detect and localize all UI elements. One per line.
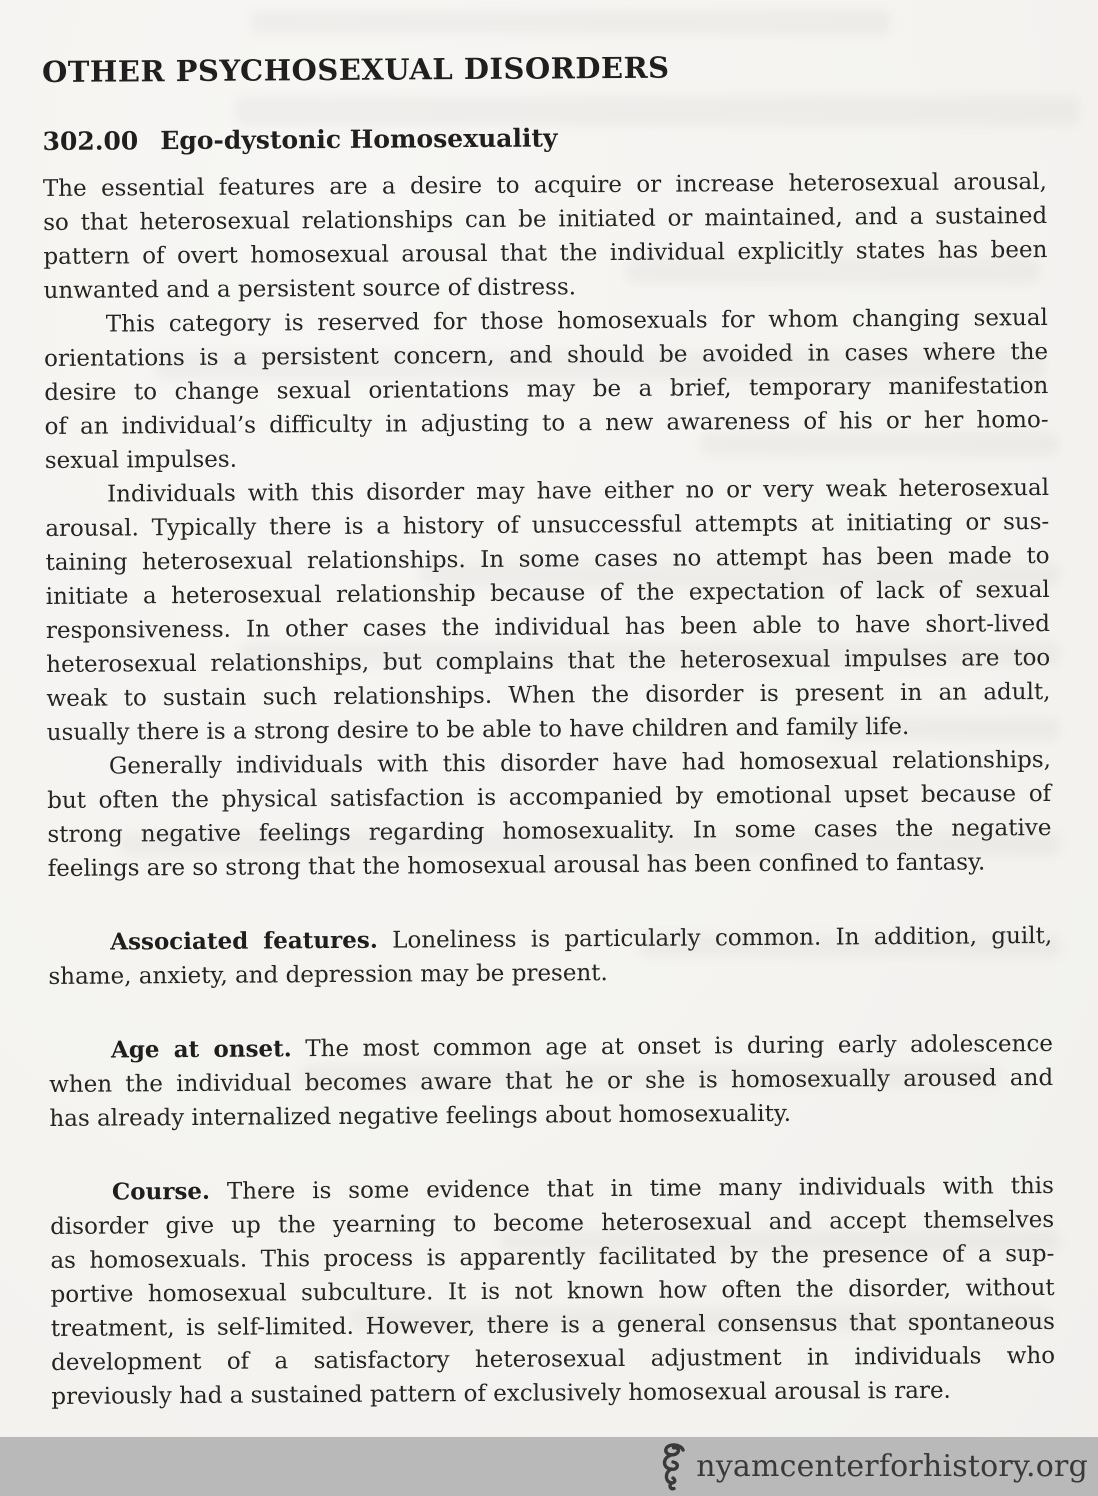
text-line: but often the physical satisfaction is accompanied by emotional upset because of <box>47 780 1052 814</box>
text-line: sexual impulses. <box>44 446 238 474</box>
text-line: Individuals with this disorder may have either no or very weak heterosexual <box>106 474 1050 508</box>
watermark-bar <box>0 1437 1098 1496</box>
course-paragraph <box>50 1169 1056 1414</box>
text-line: development of a satisfactory heterosexual adjustment in individuals who <box>51 1342 1056 1376</box>
text-line: disorder give up the yearning to become heterosexual and accept themselves <box>50 1206 1055 1240</box>
individuals-arousal-paragraph <box>45 471 1051 750</box>
text-line: arousal. Typically there is a history of unsuccessful attempts at initiating or sus- <box>45 508 1050 542</box>
text-line: portive homosexual subculture. It is not known how often the disorder, without <box>50 1274 1055 1308</box>
text-line: Course. There is some evidence that in time many individuals with this <box>111 1172 1054 1206</box>
text-line: responsiveness. In other cases the individual has been able to have short-lived <box>45 610 1051 644</box>
run-in-heading: Associated features. <box>110 926 378 956</box>
text-line: of an individual’s difficulty in adjusting to a new awareness of his or her homo- <box>44 406 1049 440</box>
text-line: taining heterosexual relationships. In some cases no attempt has been made to <box>45 542 1050 576</box>
text-line: feelings are so strong that the homosexual arousal has been confined to fantasy. <box>47 849 986 882</box>
text-line: unwanted and a persistent source of distress. <box>43 274 577 304</box>
watermark-url-text: nyamcenterforhistory.org <box>696 1448 1088 1484</box>
text-line: when the individual becomes aware that he or she is homosexually aroused and <box>49 1064 1054 1098</box>
text-line: weak to sustain such relationships. When the disorder is present in an adult, <box>46 678 1051 712</box>
text-line: pattern of overt homosexual arousal that the individual explicitly states has been <box>43 236 1048 270</box>
text-line: so that heterosexual relationships can be initiated or maintained, and a sustained <box>43 202 1048 236</box>
essential-features-paragraph <box>43 165 1048 308</box>
age-at-onset-paragraph <box>49 1027 1054 1136</box>
associated-features-paragraph <box>48 919 1052 994</box>
diagnosis-code: 302.00 <box>42 126 139 156</box>
text-line: Age at onset. The most common age at onset is during early adolescence <box>110 1030 1053 1064</box>
text-line: heterosexual relationships, but complains that the heterosexual impulses are too <box>46 644 1051 678</box>
text-line: strong negative feelings regarding homosexuality. In some cases the negative <box>47 814 1052 848</box>
body-paragraphs <box>43 165 1056 1414</box>
page-text-column <box>42 51 1055 1414</box>
text-line: orientations is a persistent concern, and should be avoided in cases where the <box>44 338 1049 372</box>
category-reserved-paragraph <box>44 301 1049 478</box>
text-line: as homosexuals. This process is apparently facilitated by the presence of a sup- <box>50 1240 1055 1274</box>
text-line: This category is reserved for those homosexuals for whom changing sexual <box>105 304 1048 338</box>
section-heading: OTHER PSYCHOSEXUAL DISORDERS <box>41 50 670 89</box>
text-line: Generally individuals with this disorder have had homosexual relationships, <box>108 746 1052 780</box>
text-line: initiate a heterosexual relationship because of the expectation of lack of sexual <box>45 576 1050 610</box>
run-in-heading: Age at onset. <box>110 1035 292 1064</box>
text-line: The essential features are a desire to acquire or increase heterosexual arousal, <box>42 168 1047 202</box>
generally-relationships-paragraph <box>47 743 1052 886</box>
text-line: treatment, is self-limited. However, there is a general consensus that spontaneous <box>50 1308 1055 1342</box>
text-line: previously had a sustained pattern of exclusively homosexual arousal is rare. <box>51 1377 951 1410</box>
text-line: desire to change sexual orientations may be a brief, temporary manifestation <box>44 372 1049 406</box>
text-line: Associated features. Loneliness is particularly common. In addition, guilt, <box>110 922 1053 956</box>
text-line: shame, anxiety, and depression may be present. <box>48 960 608 990</box>
diagnosis-title: Ego-dystonic Homosexuality <box>160 123 558 156</box>
run-in-heading: Course. <box>111 1177 211 1206</box>
diagnosis-heading <box>42 122 1046 154</box>
text-line: has already internalized negative feelings about homosexuality. <box>49 1100 792 1132</box>
asclepius-snake-icon <box>656 1442 688 1492</box>
bleed-through-artifact <box>250 10 890 34</box>
text-line: usually there is a strong desire to be able to have children and family life. <box>46 713 910 746</box>
